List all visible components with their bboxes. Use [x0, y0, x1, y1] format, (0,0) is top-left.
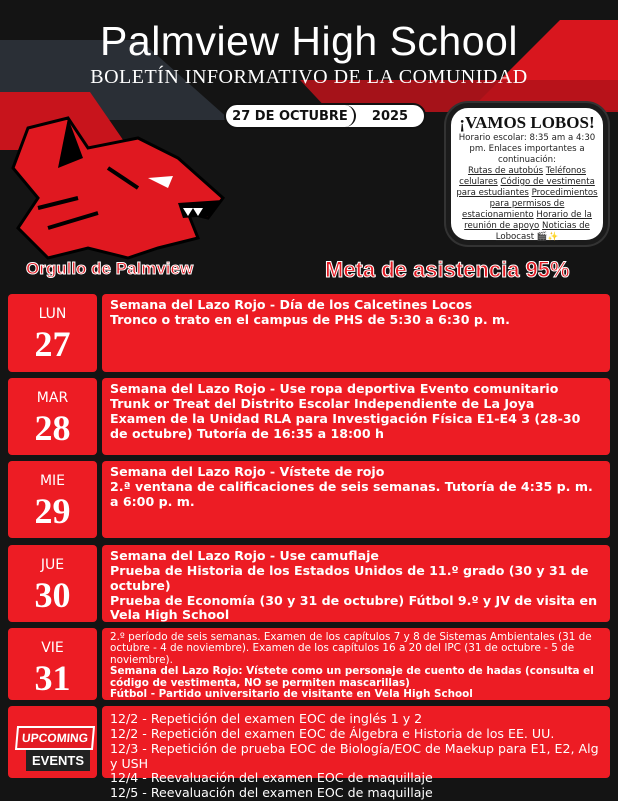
upcoming-item: 12/2 - Repetición del examen EOC de Álgebra e Historia de los EE. UU. [110, 725, 555, 741]
upcoming-events-badge [8, 706, 97, 778]
event-line: Fútbol - Partido universitario de visitante en Vela High School [110, 688, 473, 701]
date-pill [224, 103, 426, 129]
link-support-meeting[interactable]: Horario de la reunión de apoyo [464, 209, 592, 231]
day-events [102, 545, 610, 622]
upcoming-item: 12/2 - Repetición del examen EOC de inglés 1 y 2 [110, 711, 423, 726]
day-number: 30 [34, 575, 71, 615]
year-label: 2025 [371, 108, 409, 124]
day-box [8, 545, 97, 622]
date-label: 27 DE OCTUBRE [226, 105, 356, 127]
day-box [8, 628, 97, 700]
event-line: 2.º período de seis semanas. Examen de los capítulos 7 y 8 de Sistemas Ambientales (31 de octubre - 4 de noviembre). Examen de los capítulos 16 a 20 del IPC (31 de octubre - 5 de noviembre). [110, 631, 592, 666]
slogan-attendance: Meta de asistencia 95% [325, 257, 570, 282]
upcoming-events-list [102, 706, 610, 801]
upcoming-item: 12/5 - Reevaluación del examen EOC de maquillaje [110, 785, 433, 801]
link-lobocast[interactable]: Noticias de Lobocast 🎬✨ [495, 220, 590, 242]
day-row-wed [8, 461, 610, 538]
day-box [8, 294, 97, 372]
link-parking[interactable]: Procedimientos para permisos de estacionamiento [462, 187, 598, 220]
day-name: JUE [40, 557, 65, 573]
day-number: 27 [34, 324, 71, 364]
day-name: MAR [36, 390, 69, 406]
event-line: Semana del Lazo Rojo - Día de los Calcetines Locos [110, 297, 473, 312]
badge-upcoming: UPCOMING [15, 726, 95, 750]
day-name: VIE [41, 640, 64, 656]
event-line: Prueba de Economía (30 y 31 de octubre) Fútbol 9.º y JV de visita en Vela High School [110, 592, 598, 623]
event-line: Tronco o trato en el campus de PHS de 5:30 a 6:30 p. m. [110, 311, 510, 327]
newsletter-subtitle: BOLETÍN INFORMATIVO DE LA COMUNIDAD [90, 66, 528, 88]
day-name: LUN [38, 306, 67, 322]
link-bus-routes[interactable]: Rutas de autobús [467, 165, 544, 176]
wolf-mascot-logo [8, 108, 233, 266]
upcoming-events-row [8, 706, 610, 801]
link-phones[interactable]: Teléfonos celulares [459, 165, 587, 187]
day-row-mon [8, 294, 610, 372]
upcoming-item: 12/3 - Repetición de prueba EOC de Biología/EOC de Maekup para E1, E2, Alg y USH [110, 740, 599, 771]
link-dress-code[interactable]: Código de vestimenta para estudiantes [456, 176, 595, 198]
event-line: Semana del Lazo Rojo - Vístete de rojo [110, 464, 385, 479]
day-events [102, 378, 610, 455]
event-line: 2.ª ventana de calificaciones de seis semanas. Tutoría de 4:35 p. m. a 6:00 p. m. [110, 478, 593, 509]
day-number: 31 [34, 658, 71, 698]
school-title: Palmview High School [100, 18, 518, 64]
day-row-fri [8, 628, 610, 700]
day-row-tue [8, 378, 610, 455]
day-row-thu [8, 545, 610, 622]
slogan-pride: Orgullo de Palmview [26, 259, 194, 278]
lobos-title: ¡VAMOS LOBOS! [459, 113, 595, 132]
day-events [102, 294, 610, 372]
day-events [102, 628, 610, 700]
day-name: MIE [39, 473, 66, 489]
upcoming-item: 12/4 - Reevaluación del examen EOC de maquillaje [110, 770, 433, 786]
day-box [8, 378, 97, 455]
event-line: Semana del Lazo Rojo - Use camuflaje [110, 548, 379, 563]
badge-events: EVENTS [26, 750, 90, 771]
day-box [8, 461, 97, 538]
lobos-schedule: Horario escolar: 8:35 am a 4:30 pm. Enlaces importantes a continuación: [458, 132, 596, 165]
day-number: 28 [34, 408, 71, 448]
day-events [102, 461, 610, 538]
event-line: Prueba de Historia de los Estados Unidos de 11.º grado (30 y 31 de octubre) [110, 562, 589, 593]
day-number: 29 [34, 491, 71, 531]
vamos-lobos-card [446, 103, 608, 245]
event-line: Examen de la Unidad RLA para Investigación Física E1-E4 3 (28-30 de octubre) Tutoría de 16:35 a 18:00 h [110, 410, 581, 441]
event-line: Semana del Lazo Rojo: Vístete como un personaje de cuento de hadas (consulta el código de vestimenta, NO se permiten mascarillas) [110, 665, 594, 689]
event-line: Semana del Lazo Rojo - Use ropa deportiva Evento comunitario Trunk or Treat del Distrito Escolar Independiente de La Joya [110, 381, 559, 411]
